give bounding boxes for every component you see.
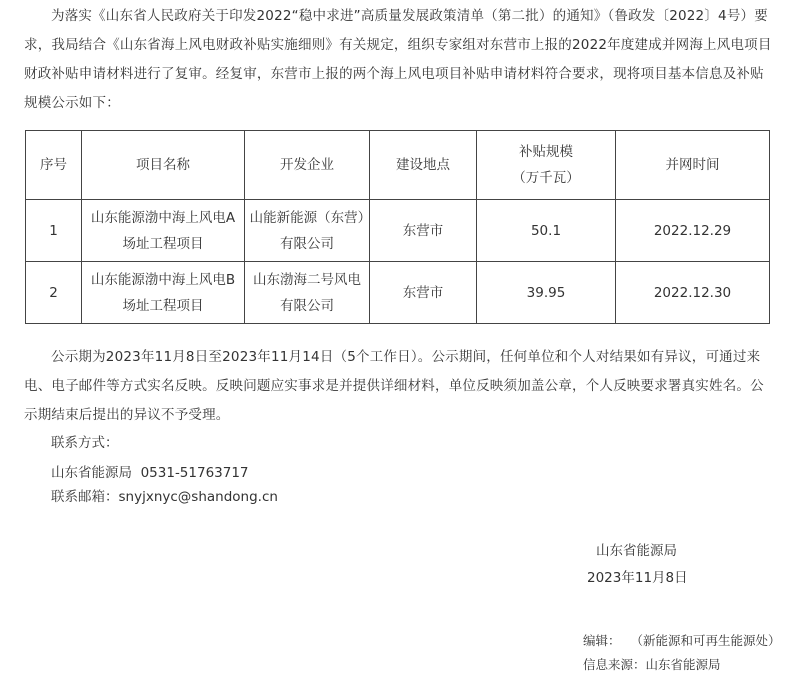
header-no: 序号	[26, 131, 82, 200]
footer-editor-value: （新能源和可再生能源处）	[630, 633, 781, 648]
footer-source-label: 信息来源：	[583, 657, 646, 672]
cell-location: 东营市	[370, 200, 477, 262]
notice-paragraph: 公示期为2023年11月8日至2023年11月14日（5个工作日）。公示期间，任何单位和个人对结果如有异议，可通过来电、电子邮件等方式实名反映。反映问题应实事求是并提供详细材料，单位反映须加盖公章，个人反映要求署真实姓名。公示期结束后提出的异议不予受理。	[24, 349, 764, 423]
cell-grid-date: 2022.12.29	[616, 200, 770, 262]
header-subsidy-scale-unit: （万千瓦）	[512, 170, 580, 186]
footer-source	[583, 655, 721, 675]
table-row	[26, 200, 770, 262]
contact-email: 联系邮箱：snyjxnyc@shandong.cn	[51, 489, 278, 505]
header-grid-date: 并网时间	[616, 131, 770, 200]
header-subsidy-scale	[477, 131, 616, 200]
cell-location: 东营市	[370, 262, 477, 324]
subsidy-table	[25, 130, 770, 324]
header-location: 建设地点	[370, 131, 477, 200]
cell-no: 2	[26, 262, 82, 324]
table-header-row	[26, 131, 770, 200]
footer-editor	[583, 631, 781, 651]
signature-org: 山东省能源局	[596, 543, 677, 559]
cell-grid-date: 2022.12.30	[616, 262, 770, 324]
table-row	[26, 262, 770, 324]
cell-subsidy-scale: 50.1	[477, 200, 616, 262]
cell-project-name: 山东能源渤中海上风电B场址工程项目	[82, 262, 245, 324]
cell-subsidy-scale: 39.95	[477, 262, 616, 324]
intro-paragraph: 为落实《山东省人民政府关于印发2022“稳中求进”高质量发展政策清单（第二批）的通知》（鲁政发〔2022〕4号）要求，我局结合《山东省海上风电财政补贴实施细则》有关规定，组织专家组对东营市上报的2022年度建成并网海上风电项目财政补贴申请材料进行了复审。经复审，东营市上报的两个海上风电项目补贴申请材料符合要求，现将项目基本信息及补贴规模公示如下：	[24, 8, 772, 111]
header-subsidy-scale-line1: 补贴规模	[519, 144, 573, 160]
cell-developer: 山东渤海二号风电有限公司	[245, 262, 370, 324]
footer-editor-label: 编辑：	[583, 633, 621, 648]
footer-source-value: 山东省能源局	[645, 657, 721, 672]
header-project-name: 项目名称	[82, 131, 245, 200]
contact-phone: 山东省能源局 0531-51763717	[51, 465, 249, 481]
cell-no: 1	[26, 200, 82, 262]
signature-date: 2023年11月8日	[587, 570, 688, 586]
cell-developer: 山能新能源（东营）有限公司	[245, 200, 370, 262]
cell-project-name: 山东能源渤中海上风电A场址工程项目	[82, 200, 245, 262]
header-developer: 开发企业	[245, 131, 370, 200]
contact-title: 联系方式：	[51, 435, 119, 451]
